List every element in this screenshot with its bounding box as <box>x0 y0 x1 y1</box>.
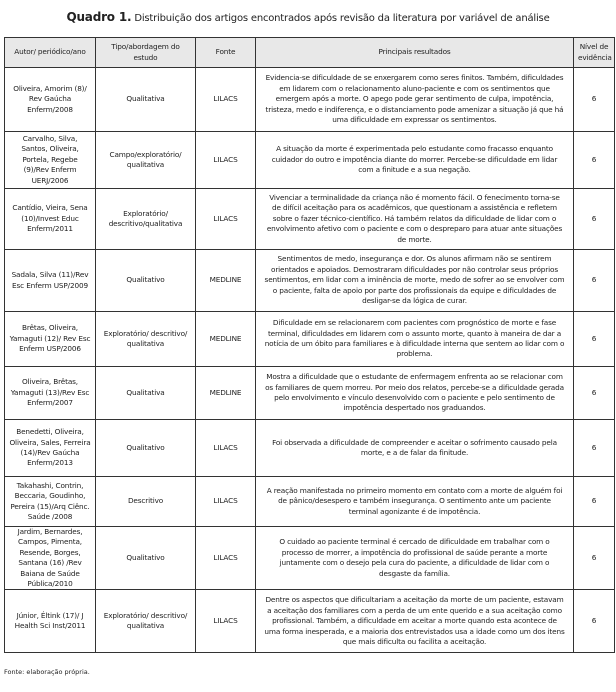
table-row <box>5 68 615 132</box>
cell-fonte: LILACS <box>196 590 256 653</box>
cell-fonte: MEDLINE <box>196 312 256 367</box>
cell-tipo: Exploratório/ descritivo/qualitativa <box>96 189 196 250</box>
cell-resultados: A reação manifestada no primeiro momento em contato com a morte de alguém foi de pânico/desespero e também insegurança. O sentimento ante um paciente terminal agonizante é de impotência. <box>256 477 574 527</box>
cell-fonte: MEDLINE <box>196 367 256 420</box>
cell-nivel: 6 <box>574 250 615 312</box>
cell-fonte: LILACS <box>196 189 256 250</box>
cell-autor: Brêtas, Oliveira, Yamaguti (12)/ Rev Esc Enferm USP/2006 <box>5 312 96 367</box>
cell-fonte: LILACS <box>196 477 256 527</box>
cell-autor: Cantídio, Vieira, Sena (10)/Invest Educ Enferm/2011 <box>5 189 96 250</box>
cell-fonte: MEDLINE <box>196 250 256 312</box>
cell-resultados: Evidencia-se dificuldade de se enxergarem como seres finitos. Também, dificuldades em lidarem com o relacionamento aluno-paciente e com os sentimentos que emergem após a morte. O apego pode gerar sentimento de culpa, impotência, tristeza, medo e indiferença, e o distanciamento pode amenizar a situação já que há uma dificuldade em expressar os sentimentos. <box>256 68 574 132</box>
cell-autor: Carvalho, Silva, Santos, Oliveira, Portela, Regebe (9)/Rev Enferm UERJ/2006 <box>5 132 96 189</box>
cell-resultados: Dentre os aspectos que dificultariam a aceitação da morte de um paciente, estavam a aceitação dos familiares com a perda de um ente querido e a sua aceitação como profissional. Também, a dificuldade em aceitar a morte quando esta acontece de uma forma inesperada, e a maioria dos entrevistados usa a idade como um dos itens que mais dificulta ou facilita a aceitação. <box>256 590 574 653</box>
cell-tipo: Qualitativa <box>96 367 196 420</box>
cell-autor: Jardim, Bernardes, Campos, Pimenta, Resende, Borges, Santana (16) /Rev Baiana de Saúde Pública/2010 <box>5 527 96 590</box>
cell-nivel: 6 <box>574 477 615 527</box>
cell-fonte: LILACS <box>196 68 256 132</box>
cell-autor: Júnior, Éltink (17)/ J Health Sci Inst/2011 <box>5 590 96 653</box>
cell-tipo: Qualitativa <box>96 68 196 132</box>
header-autor: Autor/ periódico/ano <box>5 38 96 68</box>
cell-tipo: Descritivo <box>96 477 196 527</box>
cell-tipo: Campo/exploratório/ qualitativa <box>96 132 196 189</box>
cell-tipo: Exploratório/ descritivo/ qualitativa <box>96 312 196 367</box>
table-caption <box>0 10 616 24</box>
cell-resultados: Vivenciar a terminalidade da criança não é momento fácil. O fenecimento torna-se de difícil aceitação para os acadêmicos, que questionam a assistência e refletem sobre o fazer técnico-científico. Há também relatos da dificuldade de lidar com o envolvimento afetivo com o paciente e com o despreparo para atuar ante situações de morte. <box>256 189 574 250</box>
cell-tipo: Qualitativo <box>96 250 196 312</box>
table-row <box>5 132 615 189</box>
header-tipo: Tipo/abordagem do estudo <box>96 38 196 68</box>
cell-resultados: Foi observada a dificuldade de compreender e aceitar o sofrimento causado pela morte, e a de falar da finitude. <box>256 420 574 477</box>
cell-resultados: O cuidado ao paciente terminal é cercado de dificuldade em trabalhar com o processo de morrer, a impotência do profissional de saúde perante a morte juntamente com o desejo pela cura do paciente, a dificuldade de lidar com o desgaste da família. <box>256 527 574 590</box>
table-row <box>5 420 615 477</box>
cell-nivel: 6 <box>574 590 615 653</box>
cell-autor: Takahashi, Contrin, Beccaria, Goudinho, Pereira (15)/Arq Ciênc. Saúde /2008 <box>5 477 96 527</box>
cell-resultados: Sentimentos de medo, insegurança e dor. Os alunos afirmam não se sentirem orientados e apoiados. Demostraram dificuldades por não controlar seus próprios sentimentos, em lidar com a iminência de morte, medo de sofrer ao se envolver com o paciente, falta de apoio por parte dos profissionais da equipe e dificuldades de desligar-se da lógica de curar. <box>256 250 574 312</box>
cell-nivel: 6 <box>574 189 615 250</box>
cell-tipo: Exploratório/ descritivo/ qualitativa <box>96 590 196 653</box>
cell-tipo: Qualitativo <box>96 527 196 590</box>
header-resultados: Principais resultados <box>256 38 574 68</box>
table-row <box>5 527 615 590</box>
cell-resultados: A situação da morte é experimentada pelo estudante como fracasso enquanto cuidador do outro e impotência diante do morrer. Percebe-se dificuldade em lidar com a finitude e a sua negação. <box>256 132 574 189</box>
table-row <box>5 367 615 420</box>
cell-fonte: LILACS <box>196 420 256 477</box>
cell-fonte: LILACS <box>196 527 256 590</box>
cell-tipo: Qualitativo <box>96 420 196 477</box>
table-row <box>5 250 615 312</box>
cell-autor: Oliveira, Brêtas, Yamaguti (13)/Rev Esc Enferm/2007 <box>5 367 96 420</box>
cell-nivel: 6 <box>574 68 615 132</box>
table-row <box>5 189 615 250</box>
cell-autor: Sadala, Silva (11)/Rev Esc Enferm USP/2009 <box>5 250 96 312</box>
table-row <box>5 312 615 367</box>
caption-label: Quadro 1. <box>66 10 132 24</box>
header-fonte: Fonte <box>196 38 256 68</box>
table-header-row <box>5 38 615 68</box>
cell-nivel: 6 <box>574 367 615 420</box>
table-row <box>5 590 615 653</box>
cell-resultados: Mostra a dificuldade que o estudante de enfermagem enfrenta ao se relacionar com os familiares de quem morreu. Por meio dos relatos, percebe-se a dificuldade gerada pelo envolvimento e vínculo desenvolvido com o paciente e pelo sentimento de impotência despertado nos graduandos. <box>256 367 574 420</box>
source-note: Fonte: elaboração própria. <box>4 668 90 676</box>
caption-text: Distribuição dos artigos encontrados após revisão da literatura por variável de análise <box>134 13 550 24</box>
header-nivel: Nível de evidência <box>574 38 615 68</box>
cell-fonte: LILACS <box>196 132 256 189</box>
cell-autor: Benedetti, Oliveira, Oliveira, Sales, Ferreira (14)/Rev Gaúcha Enferm/2013 <box>5 420 96 477</box>
articles-table <box>4 37 615 653</box>
cell-nivel: 6 <box>574 312 615 367</box>
cell-nivel: 6 <box>574 527 615 590</box>
table-row <box>5 477 615 527</box>
cell-resultados: Dificuldade em se relacionarem com pacientes com prognóstico de morte e fase terminal, dificuldades em lidarem com o assunto morte, quanto à maneira de dar a notícia de um óbito para familiares e à dificuldade interna que sentem ao lidar com o problema. <box>256 312 574 367</box>
cell-nivel: 6 <box>574 132 615 189</box>
cell-autor: Oliveira, Amorim (8)/ Rev Gaúcha Enferm/2008 <box>5 68 96 132</box>
cell-nivel: 6 <box>574 420 615 477</box>
